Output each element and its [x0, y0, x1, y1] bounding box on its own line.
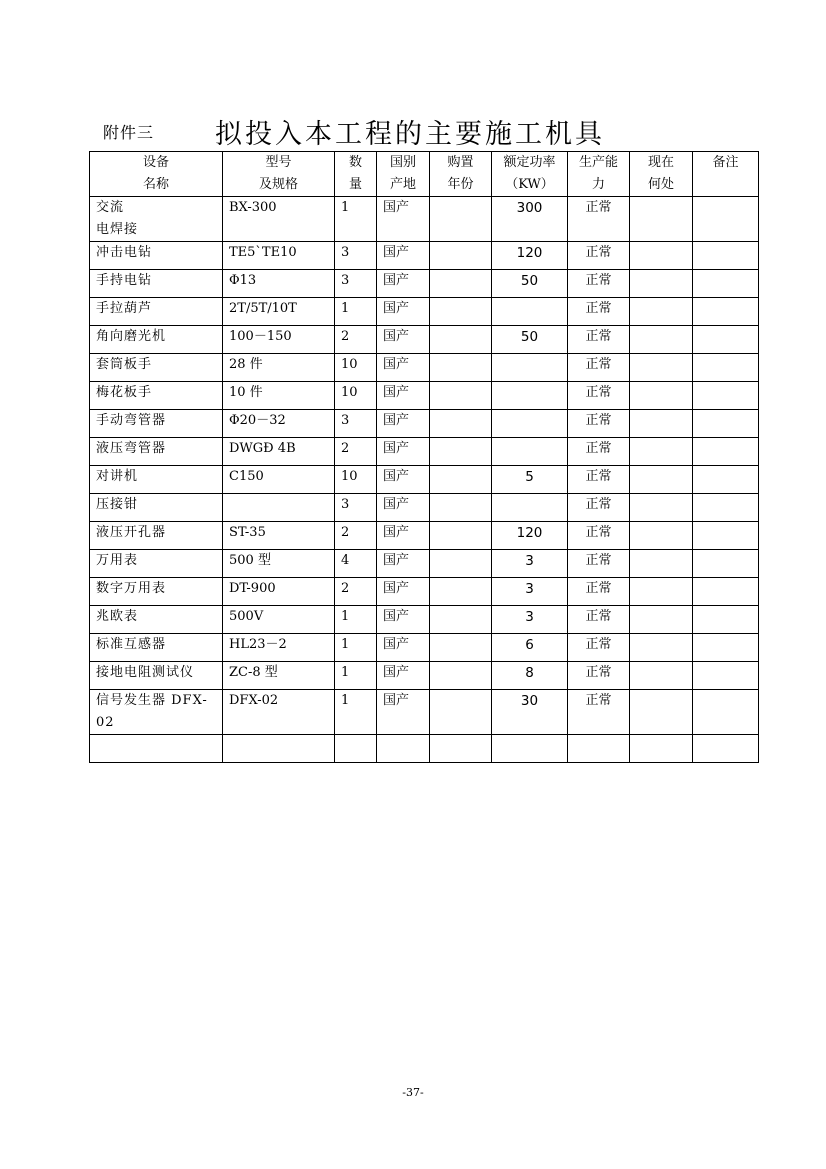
cell-power: 120	[492, 242, 568, 270]
equipment-table	[89, 151, 759, 763]
cell-year	[430, 410, 492, 438]
cell-model: DWGĐ 4B	[223, 438, 335, 466]
cell-location	[630, 578, 693, 606]
cell-name: 万用表	[90, 550, 223, 578]
cell-quantity: 2	[335, 578, 377, 606]
cell-name: 冲击电钻	[90, 242, 223, 270]
cell-location	[630, 410, 693, 438]
cell-quantity: 2	[335, 438, 377, 466]
cell-power: 8	[492, 662, 568, 690]
cell-name: 对讲机	[90, 466, 223, 494]
cell-status: 正常	[568, 270, 630, 298]
cell-origin: 国产	[377, 522, 430, 550]
cell-quantity: 2	[335, 522, 377, 550]
table-row	[90, 578, 759, 606]
cell-name	[90, 735, 223, 763]
cell-status: 正常	[568, 690, 630, 735]
cell-model: Φ20－32	[223, 410, 335, 438]
cell-name: 角向磨光机	[90, 326, 223, 354]
cell-location	[630, 494, 693, 522]
cell-status: 正常	[568, 197, 630, 242]
cell-quantity: 1	[335, 606, 377, 634]
cell-status: 正常	[568, 438, 630, 466]
table-row	[90, 735, 759, 763]
cell-origin: 国产	[377, 326, 430, 354]
cell-location	[630, 354, 693, 382]
cell-quantity	[335, 735, 377, 763]
header-purchase-year: 购置 年份	[430, 152, 492, 197]
cell-note	[693, 606, 759, 634]
cell-year	[430, 550, 492, 578]
header-equipment-name: 设备 名称	[90, 152, 223, 197]
cell-quantity: 4	[335, 550, 377, 578]
cell-name: 标准互感器	[90, 634, 223, 662]
cell-power: 30	[492, 690, 568, 735]
cell-origin: 国产	[377, 382, 430, 410]
cell-note	[693, 466, 759, 494]
cell-quantity: 1	[335, 298, 377, 326]
cell-year	[430, 382, 492, 410]
cell-note	[693, 735, 759, 763]
header-origin: 国别 产地	[377, 152, 430, 197]
table-row	[90, 634, 759, 662]
cell-power	[492, 354, 568, 382]
cell-status: 正常	[568, 578, 630, 606]
cell-model: 100－150	[223, 326, 335, 354]
cell-note	[693, 662, 759, 690]
cell-status: 正常	[568, 494, 630, 522]
cell-origin: 国产	[377, 197, 430, 242]
cell-location	[630, 550, 693, 578]
cell-year	[430, 522, 492, 550]
cell-model: 28 件	[223, 354, 335, 382]
cell-name: 手拉葫芦	[90, 298, 223, 326]
header-remarks: 备注	[693, 152, 759, 197]
cell-model: 2T/5T/10T	[223, 298, 335, 326]
cell-status: 正常	[568, 326, 630, 354]
cell-origin: 国产	[377, 494, 430, 522]
cell-name: 压接钳	[90, 494, 223, 522]
cell-origin: 国产	[377, 550, 430, 578]
table-row	[90, 466, 759, 494]
cell-status	[568, 735, 630, 763]
cell-note	[693, 354, 759, 382]
cell-location	[630, 606, 693, 634]
cell-power: 6	[492, 634, 568, 662]
table-row	[90, 382, 759, 410]
table-row	[90, 662, 759, 690]
table-row	[90, 298, 759, 326]
cell-quantity: 1	[335, 634, 377, 662]
cell-power: 300	[492, 197, 568, 242]
cell-quantity: 10	[335, 466, 377, 494]
cell-power	[492, 410, 568, 438]
cell-model: 500 型	[223, 550, 335, 578]
cell-name: 液压开孔器	[90, 522, 223, 550]
cell-status: 正常	[568, 466, 630, 494]
cell-origin: 国产	[377, 634, 430, 662]
cell-note	[693, 494, 759, 522]
cell-location	[630, 326, 693, 354]
cell-year	[430, 466, 492, 494]
cell-location	[630, 270, 693, 298]
cell-location	[630, 242, 693, 270]
cell-model: TE5`TE10	[223, 242, 335, 270]
cell-name: 交流 电焊接	[90, 197, 223, 242]
header-capacity: 生产能 力	[568, 152, 630, 197]
cell-status: 正常	[568, 634, 630, 662]
document-heading	[103, 112, 763, 152]
cell-name: 手持电钻	[90, 270, 223, 298]
cell-name: 数字万用表	[90, 578, 223, 606]
cell-status: 正常	[568, 606, 630, 634]
cell-location	[630, 197, 693, 242]
cell-quantity: 2	[335, 326, 377, 354]
cell-model: 10 件	[223, 382, 335, 410]
cell-model: 500V	[223, 606, 335, 634]
annex-label: 附件三	[103, 123, 155, 142]
cell-model: HL23－2	[223, 634, 335, 662]
cell-location	[630, 522, 693, 550]
cell-location	[630, 438, 693, 466]
cell-model: DFX-02	[223, 690, 335, 735]
table-row	[90, 606, 759, 634]
cell-year	[430, 354, 492, 382]
cell-model: ZC-8 型	[223, 662, 335, 690]
table-header-row	[90, 152, 759, 197]
cell-status: 正常	[568, 662, 630, 690]
cell-status: 正常	[568, 298, 630, 326]
cell-note	[693, 438, 759, 466]
cell-origin: 国产	[377, 466, 430, 494]
cell-quantity: 3	[335, 242, 377, 270]
cell-year	[430, 690, 492, 735]
table-row	[90, 494, 759, 522]
cell-status: 正常	[568, 550, 630, 578]
cell-origin: 国产	[377, 410, 430, 438]
table-body	[90, 197, 759, 763]
cell-quantity: 3	[335, 270, 377, 298]
cell-quantity: 10	[335, 382, 377, 410]
cell-note	[693, 410, 759, 438]
cell-name: 梅花板手	[90, 382, 223, 410]
cell-model: DT-900	[223, 578, 335, 606]
cell-note	[693, 382, 759, 410]
cell-name: 套筒板手	[90, 354, 223, 382]
cell-note	[693, 270, 759, 298]
cell-status: 正常	[568, 242, 630, 270]
table-row	[90, 550, 759, 578]
cell-year	[430, 634, 492, 662]
cell-model: C150	[223, 466, 335, 494]
page-number: -37-	[402, 1086, 424, 1099]
cell-power	[492, 438, 568, 466]
header-location: 现在 何处	[630, 152, 693, 197]
cell-model: Φ13	[223, 270, 335, 298]
header-quantity: 数 量	[335, 152, 377, 197]
table-row	[90, 326, 759, 354]
cell-location	[630, 382, 693, 410]
cell-name: 液压弯管器	[90, 438, 223, 466]
cell-location	[630, 662, 693, 690]
cell-origin: 国产	[377, 242, 430, 270]
cell-quantity: 1	[335, 197, 377, 242]
cell-quantity: 1	[335, 690, 377, 735]
cell-year	[430, 662, 492, 690]
cell-model	[223, 494, 335, 522]
cell-note	[693, 578, 759, 606]
cell-model: ST-35	[223, 522, 335, 550]
cell-name: 手动弯管器	[90, 410, 223, 438]
cell-quantity: 10	[335, 354, 377, 382]
cell-year	[430, 438, 492, 466]
cell-note	[693, 690, 759, 735]
cell-origin: 国产	[377, 354, 430, 382]
table-row	[90, 690, 759, 735]
cell-origin: 国产	[377, 438, 430, 466]
cell-location	[630, 690, 693, 735]
cell-year	[430, 578, 492, 606]
cell-status: 正常	[568, 410, 630, 438]
header-model-spec: 型号 及规格	[223, 152, 335, 197]
cell-power	[492, 298, 568, 326]
cell-year	[430, 606, 492, 634]
table-row	[90, 438, 759, 466]
cell-power: 3	[492, 606, 568, 634]
cell-name: 兆欧表	[90, 606, 223, 634]
cell-origin: 国产	[377, 298, 430, 326]
cell-note	[693, 326, 759, 354]
cell-power: 120	[492, 522, 568, 550]
table-row	[90, 410, 759, 438]
cell-quantity: 3	[335, 494, 377, 522]
cell-model: BX-300	[223, 197, 335, 242]
cell-year	[430, 298, 492, 326]
cell-power	[492, 494, 568, 522]
table-row	[90, 354, 759, 382]
cell-note	[693, 634, 759, 662]
cell-note	[693, 197, 759, 242]
table-row	[90, 522, 759, 550]
cell-note	[693, 550, 759, 578]
cell-power: 50	[492, 270, 568, 298]
cell-origin: 国产	[377, 606, 430, 634]
cell-power: 3	[492, 578, 568, 606]
cell-location	[630, 298, 693, 326]
cell-origin: 国产	[377, 662, 430, 690]
cell-location	[630, 634, 693, 662]
cell-origin: 国产	[377, 270, 430, 298]
table-row	[90, 197, 759, 242]
cell-power: 50	[492, 326, 568, 354]
cell-power: 5	[492, 466, 568, 494]
cell-location	[630, 466, 693, 494]
cell-model	[223, 735, 335, 763]
cell-note	[693, 522, 759, 550]
cell-note	[693, 242, 759, 270]
header-rated-power: 额定功率 （KW）	[492, 152, 568, 197]
cell-year	[430, 270, 492, 298]
cell-status: 正常	[568, 382, 630, 410]
table-row	[90, 242, 759, 270]
cell-year	[430, 326, 492, 354]
cell-status: 正常	[568, 354, 630, 382]
cell-location	[630, 735, 693, 763]
cell-year	[430, 242, 492, 270]
cell-power: 3	[492, 550, 568, 578]
cell-origin: 国产	[377, 578, 430, 606]
cell-origin: 国产	[377, 690, 430, 735]
cell-quantity: 1	[335, 662, 377, 690]
cell-status: 正常	[568, 522, 630, 550]
cell-power	[492, 382, 568, 410]
cell-origin	[377, 735, 430, 763]
cell-quantity: 3	[335, 410, 377, 438]
cell-name: 信号发生器 DFX- 02	[90, 690, 223, 735]
cell-year	[430, 735, 492, 763]
cell-year	[430, 197, 492, 242]
cell-note	[693, 298, 759, 326]
table-row	[90, 270, 759, 298]
page-title: 拟投入本工程的主要施工机具	[215, 119, 605, 150]
cell-name: 接地电阻测试仪	[90, 662, 223, 690]
cell-year	[430, 494, 492, 522]
cell-power	[492, 735, 568, 763]
